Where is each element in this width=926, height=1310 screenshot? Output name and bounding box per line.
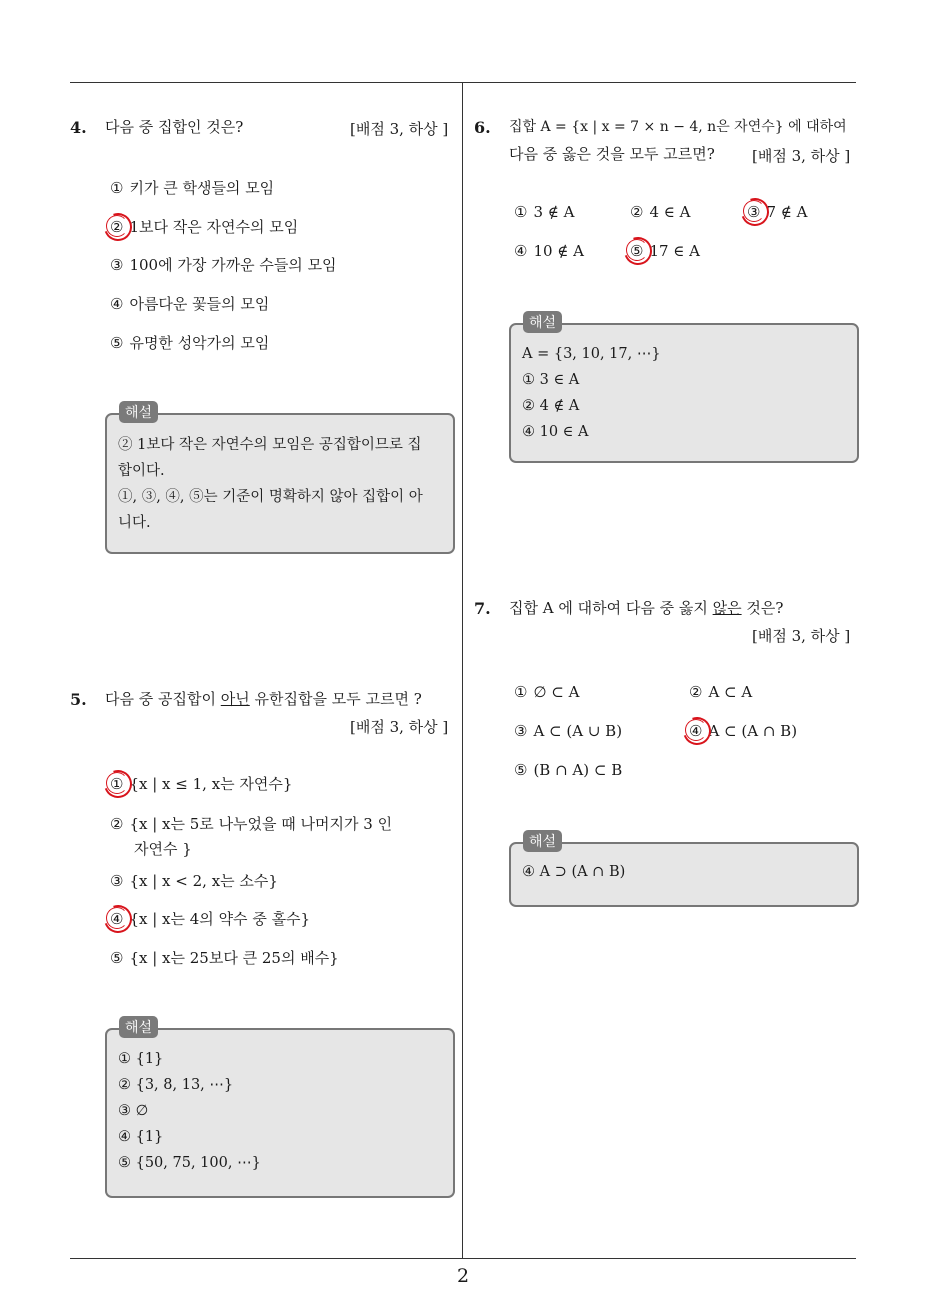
choice-text: A ⊂ (A ∩ B) (708, 722, 798, 740)
choice-text: 키가 큰 학생들의 모임 (129, 179, 275, 197)
underlined-word: 아닌 (220, 690, 250, 708)
question-number: 6. (474, 118, 491, 137)
explanation-line: 합이다. (118, 463, 165, 479)
answer-circle-mark: ① (110, 775, 124, 793)
explanation-text (522, 341, 847, 445)
explanation-line: ① 3 ∈ A (522, 372, 580, 388)
choice-4[interactable] (110, 293, 269, 314)
choice-mark: ② (630, 203, 644, 221)
choice-mark: ① (514, 683, 528, 701)
explanation-tag: 해설 (119, 401, 158, 423)
column-divider (462, 83, 463, 1259)
choice-mark: ⑤ (110, 949, 124, 967)
answer-circle-mark: ④ (110, 910, 124, 928)
explanation-line: ④ A ⊃ (A ∩ B) (522, 864, 626, 880)
explanation-line: ① {1} (118, 1051, 164, 1067)
choice-3[interactable] (514, 722, 622, 740)
choice-4[interactable] (110, 908, 310, 929)
explanation-line: ② 4 ∉ A (522, 398, 580, 414)
explanation-text (118, 1046, 443, 1176)
choice-text: 1보다 작은 자연수의 모임 (129, 218, 299, 236)
choice-text: 100에 가장 가까운 수들의 모임 (129, 256, 337, 274)
choice-text: {x | x < 2, x는 소수} (129, 872, 278, 890)
choice-text: 10 ∉ A (533, 242, 585, 260)
explanation-tag: 해설 (119, 1016, 158, 1038)
choice-5[interactable] (514, 761, 622, 779)
answer-circle-mark: ③ (747, 203, 761, 221)
explanation-line: ③ ∅ (118, 1103, 149, 1119)
question-text-part: 다음 중 공집합이 (105, 690, 221, 708)
choice-text: 유명한 성악가의 모임 (129, 334, 270, 352)
choice-text: {x | x는 25보다 큰 25의 배수} (129, 949, 339, 967)
answer-circle-mark: ② (110, 218, 124, 236)
question-text-line-1: 집합 A = {x | x = 7 × n − 4, n은 자연수} 에 대하여 (509, 119, 847, 135)
page-number: 2 (456, 1265, 470, 1287)
underlined-word: 않은 (712, 599, 742, 617)
score-label: [배점 3, 하상 ] (350, 120, 449, 138)
choice-4[interactable] (514, 242, 584, 260)
answer-circle-mark: ⑤ (630, 242, 644, 260)
choice-3[interactable] (747, 203, 807, 221)
choice-mark: ⑤ (514, 761, 528, 779)
choice-text: A ⊂ (A ∪ B) (533, 722, 623, 740)
answer-circle-mark: ④ (689, 722, 703, 740)
choice-mark: ④ (110, 295, 124, 313)
question-text-part: 것은? (741, 599, 784, 617)
choice-1[interactable] (110, 773, 292, 794)
choice-2[interactable] (110, 216, 298, 237)
choice-text: {x | x는 5로 나누었을 때 나머지가 3 인 (129, 815, 393, 833)
explanation-line: ② {3, 8, 13, ⋯} (118, 1077, 234, 1093)
choice-mark: ⑤ (110, 334, 124, 352)
choice-text: A ⊂ A (708, 683, 753, 701)
score-label: [배점 3, 하상 ] (350, 718, 449, 736)
explanation-line: ④ {1} (118, 1129, 164, 1145)
choice-text: 자연수 } (134, 840, 192, 858)
choice-3[interactable] (110, 870, 278, 891)
choice-text: 17 ∈ A (649, 242, 701, 260)
question-text: 다음 중 집합인 것은? (105, 118, 244, 136)
choice-mark: ③ (514, 722, 528, 740)
question-text (105, 686, 422, 712)
choice-text: 3 ∉ A (533, 203, 575, 221)
bottom-rule (70, 1258, 856, 1259)
choice-mark: ③ (110, 256, 124, 274)
choice-mark: ② (689, 683, 703, 701)
explanation-text (522, 859, 847, 885)
question-text-line-2: 다음 중 옳은 것을 모두 고르면? (509, 145, 715, 163)
choice-mark: ③ (110, 872, 124, 890)
explanation-line: ①, ③, ④, ⑤는 기준이 명확하지 않아 집합이 아 (118, 489, 423, 505)
choice-text: {x | x ≤ 1, x는 자연수} (129, 775, 293, 793)
score-label: [배점 3, 하상 ] (752, 627, 851, 645)
top-rule (70, 82, 856, 83)
choice-5[interactable] (110, 947, 339, 968)
choice-text: {x | x는 4의 약수 중 홀수} (129, 910, 311, 928)
choice-1[interactable] (514, 203, 574, 221)
question-text-part: 유한집합을 모두 고르면 ? (249, 690, 422, 708)
choice-1[interactable] (110, 177, 274, 198)
question-text-part: 집합 A 에 대하여 다음 중 옳지 (509, 599, 713, 617)
explanation-tag: 해설 (523, 830, 562, 852)
choice-mark: ① (514, 203, 528, 221)
choice-5[interactable] (630, 242, 700, 260)
question-number: 7. (474, 599, 491, 618)
choice-mark: ① (110, 179, 124, 197)
question-number: 4. (70, 118, 87, 137)
choice-2[interactable] (689, 683, 752, 701)
explanation-line: ⑤ {50, 75, 100, ⋯} (118, 1155, 261, 1171)
choice-text: 7 ∉ A (766, 203, 808, 221)
explanation-line: A = {3, 10, 17, ⋯} (522, 346, 661, 362)
choice-1[interactable] (514, 683, 579, 701)
choice-mark: ② (110, 815, 124, 833)
choice-mark: ④ (514, 242, 528, 260)
question-text (509, 595, 783, 621)
choice-text: ∅ ⊂ A (533, 683, 580, 701)
choice-text: 4 ∈ A (649, 203, 691, 221)
question-number: 5. (70, 690, 87, 709)
explanation-line: ② 1보다 작은 자연수의 모임은 공집합이므로 집 (118, 437, 422, 453)
score-label: [배점 3, 하상 ] (752, 147, 851, 165)
explanation-line: ④ 10 ∈ A (522, 424, 589, 440)
choice-2[interactable] (630, 203, 690, 221)
choice-3[interactable] (110, 254, 337, 275)
explanation-line: 니다. (118, 515, 151, 531)
explanation-tag: 해설 (523, 311, 562, 333)
choice-text: (B ∩ A) ⊂ B (533, 761, 623, 779)
choice-4[interactable] (689, 722, 797, 740)
choice-2[interactable] (110, 813, 392, 834)
choice-5[interactable] (110, 332, 269, 353)
choice-2-continued (134, 838, 192, 859)
explanation-text (118, 432, 443, 536)
choice-text: 아름다운 꽃들의 모임 (129, 295, 270, 313)
